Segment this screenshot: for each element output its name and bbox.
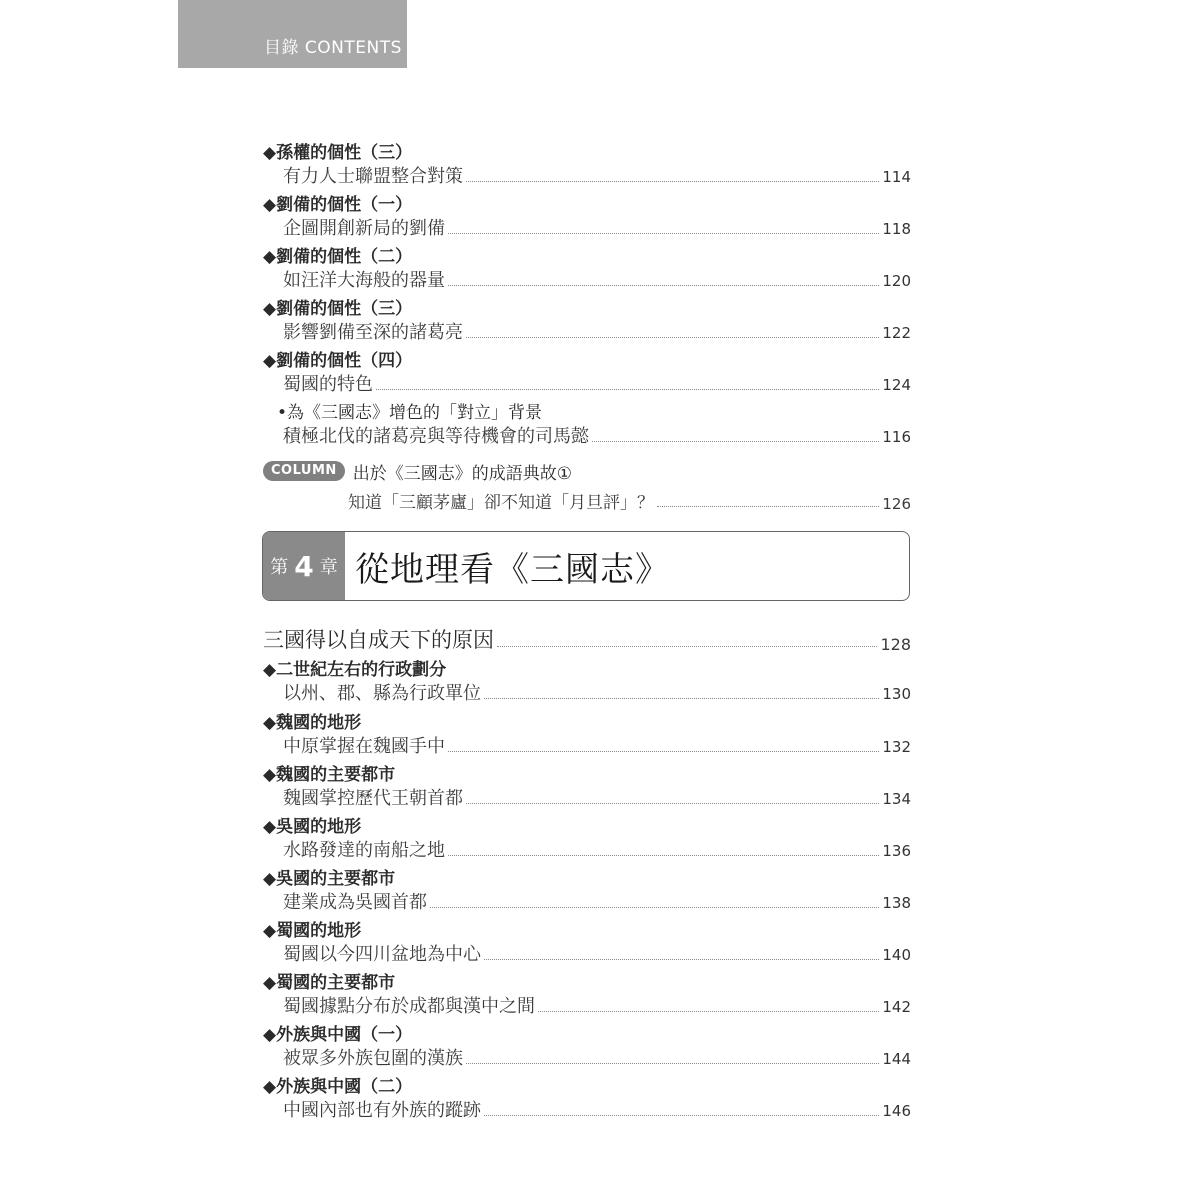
toc-entry[interactable] <box>263 869 911 914</box>
entry-text: 影響劉備至深的諸葛亮 <box>283 322 463 343</box>
toc-sub-entry[interactable] <box>263 403 911 448</box>
page-number: 120 <box>882 272 911 290</box>
entry-line <box>263 424 911 448</box>
page-number: 124 <box>882 376 911 394</box>
entry-heading: ◆吳國的主要都市 <box>263 869 396 889</box>
page-number: 114 <box>882 168 911 186</box>
page-number: 136 <box>882 842 911 860</box>
column-title: 出於《三國志》的成語典故① <box>352 463 573 484</box>
chapter-number-box <box>263 532 345 600</box>
dot-leader <box>484 698 879 699</box>
toc-entry[interactable] <box>263 143 911 188</box>
page-number: 142 <box>882 998 911 1016</box>
dot-leader <box>466 337 879 338</box>
entry-line <box>263 164 911 188</box>
entry-heading: ◆魏國的主要都市 <box>263 765 396 785</box>
page-number: 138 <box>882 894 911 912</box>
entry-heading: ◆蜀國的主要都市 <box>263 973 396 993</box>
entry-heading: ◆劉備的個性（一） <box>263 195 413 215</box>
chapter-title: 從地理看《三國志》 <box>355 549 670 590</box>
dot-leader <box>430 907 879 908</box>
toc-entry[interactable] <box>263 351 911 396</box>
dot-leader <box>484 1115 879 1116</box>
entry-text: 如汪洋大海般的器量 <box>283 270 445 291</box>
entry-heading: ◆外族與中國（二） <box>263 1077 413 1097</box>
entry-heading: ◆外族與中國（一） <box>263 1025 413 1045</box>
chapter-label-pre: 第 <box>270 557 289 578</box>
entry-line <box>263 838 911 862</box>
entry-heading: ◆魏國的地形 <box>263 713 362 733</box>
dot-leader <box>592 441 879 442</box>
entry-heading: ◆二世紀左右的行政劃分 <box>263 660 447 680</box>
chapter-label-post: 章 <box>319 557 338 578</box>
toc-entry[interactable] <box>263 713 911 758</box>
dot-leader <box>484 959 879 960</box>
entry-line <box>263 1046 911 1070</box>
entry-line <box>263 268 911 292</box>
toc-entry[interactable] <box>263 247 911 292</box>
entry-text: 建業成為吳國首都 <box>283 892 427 913</box>
dot-leader <box>448 233 879 234</box>
entry-line <box>263 942 911 966</box>
entry-line <box>263 320 911 344</box>
entry-heading: ◆蜀國的地形 <box>263 921 362 941</box>
dot-leader <box>448 285 879 286</box>
entry-text: 積極北伐的諸葛亮與等待機會的司馬懿 <box>283 426 589 447</box>
dot-leader <box>466 181 879 182</box>
page-number: 140 <box>882 946 911 964</box>
entry-text: 蜀國以今四川盆地為中心 <box>283 944 481 965</box>
entry-line <box>263 1098 911 1122</box>
column-text: 知道「三顧茅廬」卻不知道「月旦評」？ <box>348 493 654 513</box>
entry-line <box>263 216 911 240</box>
section-entry[interactable] <box>263 624 911 654</box>
page-number: 116 <box>882 428 911 446</box>
entry-text: 企圖開創新局的劉備 <box>283 218 445 239</box>
entry-line <box>263 786 911 810</box>
toc-entry[interactable] <box>263 921 911 966</box>
toc-entry[interactable] <box>263 1077 911 1122</box>
entry-line <box>263 681 911 705</box>
page-number: 134 <box>882 790 911 808</box>
page-number: 118 <box>882 220 911 238</box>
dot-leader <box>376 389 879 390</box>
page-number: 144 <box>882 1050 911 1068</box>
entry-text: 中國內部也有外族的蹤跡 <box>283 1100 481 1121</box>
page-number: 132 <box>882 738 911 756</box>
entry-text: 中原掌握在魏國手中 <box>283 736 445 757</box>
entry-heading: ◆吳國的地形 <box>263 817 362 837</box>
toc-entry[interactable] <box>263 1025 911 1070</box>
entry-text: 水路發達的南船之地 <box>283 840 445 861</box>
dot-leader <box>538 1011 879 1012</box>
column-badge: COLUMN <box>263 461 345 481</box>
entry-text: 有力人士聯盟整合對策 <box>283 166 463 187</box>
entry-heading: ◆劉備的個性（二） <box>263 247 413 267</box>
entry-line <box>263 994 911 1018</box>
toc-entry[interactable] <box>263 660 911 705</box>
entry-line <box>263 734 911 758</box>
entry-text: 以州、郡、縣為行政單位 <box>283 683 481 704</box>
dot-leader <box>448 855 879 856</box>
dot-leader <box>448 751 879 752</box>
section-text: 三國得以自成天下的原因 <box>263 628 494 652</box>
toc-entry[interactable] <box>263 195 911 240</box>
sub-entry-heading: •為《三國志》增色的「對立」背景 <box>277 403 543 423</box>
toc-entry[interactable] <box>263 765 911 810</box>
entry-line <box>263 890 911 914</box>
chapter-banner[interactable] <box>262 531 910 601</box>
toc-entry[interactable] <box>263 817 911 862</box>
toc-entry[interactable] <box>263 973 911 1018</box>
dot-leader <box>497 646 877 647</box>
dot-leader <box>657 506 879 507</box>
entry-heading: ◆劉備的個性（三） <box>263 299 413 319</box>
dot-leader <box>466 803 879 804</box>
entry-text: 蜀國的特色 <box>283 374 373 395</box>
entry-heading: ◆劉備的個性（四） <box>263 351 413 371</box>
page-number: 130 <box>882 685 911 703</box>
header-tab <box>178 0 407 68</box>
entry-text: 被眾多外族包圍的漢族 <box>283 1048 463 1069</box>
entry-text: 魏國掌控歷代王朝首都 <box>283 788 463 809</box>
toc-entry[interactable] <box>263 299 911 344</box>
page-number: 126 <box>882 495 911 513</box>
page-number: 122 <box>882 324 911 342</box>
page-number: 146 <box>882 1102 911 1120</box>
column-entry[interactable] <box>263 459 911 513</box>
entry-heading: ◆孫權的個性（三） <box>263 143 413 163</box>
header-label: 目錄 CONTENTS <box>264 38 402 58</box>
entry-text: 蜀國據點分布於成都與漢中之間 <box>283 996 535 1017</box>
page-number: 128 <box>880 635 911 654</box>
dot-leader <box>466 1063 879 1064</box>
entry-line <box>263 372 911 396</box>
chapter-number: 4 <box>294 549 314 583</box>
